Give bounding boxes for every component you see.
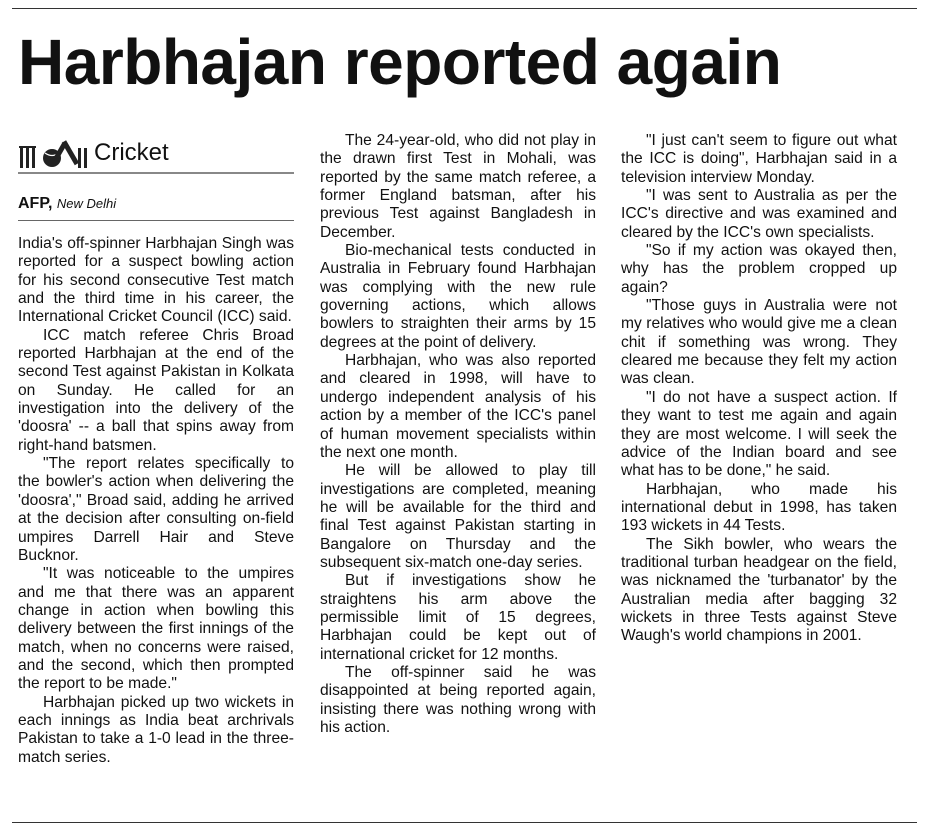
section-header <box>18 132 294 172</box>
paragraph: But if investigations show he straightens his arm above the permissible limit of 15 degrees, Harbhajan could be kept out of international cricket for 12 months. <box>320 572 596 663</box>
paragraph: The off-spinner said he was disappointed at being reported again, insisting there was nothing wrong with his action. <box>320 663 596 736</box>
byline-rule <box>18 220 294 221</box>
paragraph: The Sikh bowler, who wears the traditional turban headgear on the field, was nicknamed the 'turbanator' by the Australian media after bagging 32 wickets in three Tests against Steve Waugh's world champions in 2001. <box>621 535 897 645</box>
paragraph: "I just can't seem to figure out what the ICC is doing", Harbhajan said in a television interview Monday. <box>621 132 897 186</box>
paragraph: ICC match referee Chris Broad reported Harbhajan at the end of the second Test against Pakistan in Kolkata on Sunday. He called for an investigation into the delivery of the 'doosra' -- a ball that spins away from right-hand batsmen. <box>18 326 294 454</box>
paragraph: "It was noticeable to the umpires and me that there was an apparent change in action when bowling this delivery between the first innings of the match, when no concerns were raised, and the second, which then prompted the report to be made." <box>18 565 294 693</box>
paragraph: "The report relates specifically to the bowler's action when delivering the 'doosra'," Broad said, adding he arrived at the decision after consulting on-field umpires Darrell Hair and Steve Bucknor. <box>18 455 294 564</box>
byline-agency: AFP, <box>18 195 53 212</box>
paragraph: India's off-spinner Harbhajan Singh was reported for a suspect bowling action for his second consecutive Test match and the third time in his career, the International Cricket Council (ICC) said. <box>18 235 294 326</box>
paragraph: Bio-mechanical tests conducted in Australia in February found Harbhajan was complying with the new rule governing actions, which allows bowlers to straighten their arms by 15 degrees at the point of delivery. <box>320 242 596 351</box>
section-rule <box>18 172 294 174</box>
paragraph: "I was sent to Australia as per the ICC's directive and was examined and cleared by the ICC's own specialists. <box>621 187 897 241</box>
paragraph: "So if my action was okayed then, why has the problem cropped up again? <box>621 242 897 296</box>
paragraph: "I do not have a suspect action. If they want to test me again and again they are most welcome. I will seek the advice of the Indian board and see what has to be done," he said. <box>621 388 897 480</box>
headline: Harbhajan reported again <box>18 26 782 98</box>
paragraph: The 24-year-old, who did not play in the drawn first Test in Mohali, was reported by the same match referee, a former England batsman, after his previous Test against Bangladesh in December. <box>320 132 596 241</box>
paragraph: Harbhajan picked up two wickets in each innings as India beat archrivals Pakistan to take a 1-0 lead in the three-match series. <box>18 693 294 766</box>
column-1 <box>18 132 294 767</box>
paragraph: "Those guys in Australia were not my relatives who would give me a clean chit if something was wrong. They cleared me because they felt my action was clean. <box>621 297 897 388</box>
top-rule <box>12 8 917 9</box>
byline-place: New Delhi <box>56 196 117 211</box>
byline <box>18 194 294 214</box>
column-3 <box>621 132 897 646</box>
bottom-rule <box>12 822 917 823</box>
paragraph: Harbhajan, who made his international debut in 1998, has taken 193 wickets in 44 Tests. <box>621 480 897 535</box>
paragraph: Harbhajan, who was also reported and cleared in 1998, will have to undergo independent analysis of his action by a member of the ICC's panel of human movement specialists within the next one month. <box>320 352 596 461</box>
cricket-icon <box>18 138 88 170</box>
paragraph: He will be allowed to play till investigations are completed, meaning he will be available for the third and final Test against Pakistan starting in Bangalore on Thursday and the subsequent six-match one-day series. <box>320 462 596 571</box>
column-2 <box>320 132 596 737</box>
section-label: Cricket <box>94 139 169 166</box>
